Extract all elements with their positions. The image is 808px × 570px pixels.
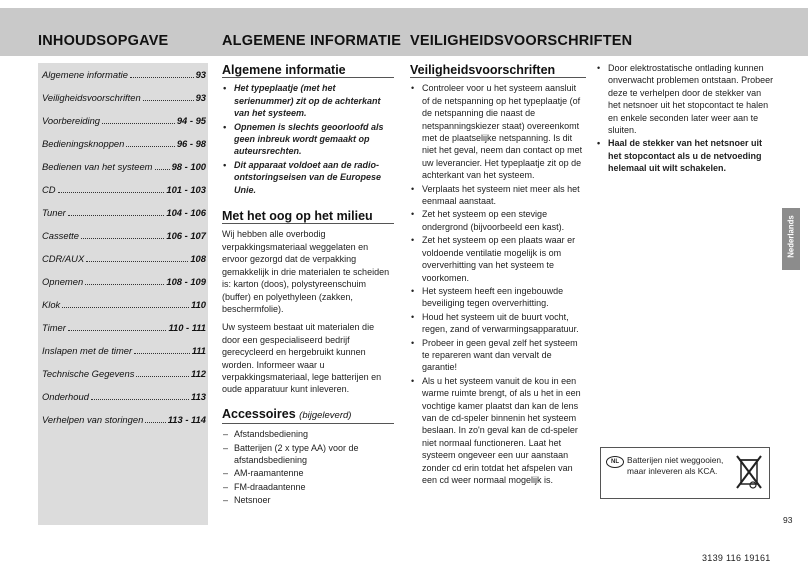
veiligheid-list xyxy=(410,82,586,486)
toc-item-page: 113 xyxy=(191,391,206,402)
list-item: • Controleer voor u het systeem aansluit of de netspanning op het typeplaatje (of de netspanning die naast de netspanningskiezer staat) overeenkomt met de plaatselijke netspanning. Is dit niet het geval, neem dan contact op met uw leverancier. Het typeplaatje zit op de achterkant van het systeem. xyxy=(410,82,586,181)
toc-item-title: Veiligheidsvoorschriften xyxy=(42,92,141,103)
toc-item-page: 94 - 95 xyxy=(176,115,206,126)
list-item: – AM-raamantenne xyxy=(222,467,394,479)
toc-item-title: Timer xyxy=(42,322,66,333)
toc-item-title: Klok xyxy=(42,299,61,310)
accessoires-title-text: Accessoires xyxy=(222,406,296,421)
toc-item-page: 98 - 100 xyxy=(171,161,206,172)
toc-item xyxy=(38,161,208,184)
toc-dots xyxy=(130,77,194,78)
crossed-bin-icon xyxy=(735,452,763,492)
toc-dots xyxy=(68,215,165,216)
list-item: • Houd het systeem uit de buurt vocht, regen, zand of verwarmingsapparatuur. xyxy=(410,311,586,336)
toc-item-page: 111 xyxy=(191,345,206,356)
toc-item-page: 113 - 114 xyxy=(167,414,206,425)
toc-item-page: 93 xyxy=(195,69,206,80)
veiligheid-title: Veiligheidsvoorschriften xyxy=(410,64,586,78)
toc-dots xyxy=(143,100,194,101)
list-item: – Afstandsbediening xyxy=(222,428,394,440)
language-tab xyxy=(782,208,800,270)
toc-item-title: Cassette xyxy=(42,230,79,241)
toc-item-title: Inslapen met de timer xyxy=(42,345,133,356)
toc-item-page: 104 - 106 xyxy=(166,207,206,218)
list-item: • Het systeem heeft een ingebouwde beveiliging tegen oververhitting. xyxy=(410,285,586,310)
toc-item xyxy=(38,368,208,391)
col-veiligheid xyxy=(410,64,586,487)
toc-item xyxy=(38,322,208,345)
list-item: – Netsnoer xyxy=(222,494,394,506)
list-item: • Probeer in geen geval zelf het systeem te repareren want dan vervalt de garantie! xyxy=(410,337,586,374)
toc-item-page: 108 xyxy=(190,253,206,264)
toc-dots xyxy=(155,169,170,170)
accessoires-subtitle: (bijgeleverd) xyxy=(299,409,352,421)
toc-item xyxy=(38,207,208,230)
battery-disposal-text: Batterijen niet weggooien, maar inleveren als KCA. xyxy=(627,455,724,476)
list-item: • Dit apparaat voldoet aan de radio-ontstoringseisen van de Europese Unie. xyxy=(222,159,394,196)
toc-dots xyxy=(62,307,189,308)
toc-item xyxy=(38,345,208,368)
algemeen-title: Algemene informatie xyxy=(222,64,394,78)
list-item: • Zet het systeem op een stevige ondergrond (bijvoorbeeld een kast). xyxy=(410,208,586,233)
toc-list xyxy=(38,63,208,437)
toc-item xyxy=(38,138,208,161)
toc-item-title: Technische Gegevens xyxy=(42,368,135,379)
list-item: • Haal de stekker van het netsnoer uit het stopcontact als u de netvoeding helemaal uit wilt schakelen. xyxy=(596,137,774,174)
accessoires-title xyxy=(222,408,394,424)
toc-dots xyxy=(58,192,165,193)
toc-item-page: 110 - 111 xyxy=(168,322,206,333)
algemeen-list xyxy=(222,82,394,196)
toc-item xyxy=(38,69,208,92)
nl-badge: NL xyxy=(606,456,624,468)
list-item: • Opnemen is slechts geoorloofd als geen inbreuk wordt gemaakt op auteursrechten. xyxy=(222,121,394,158)
list-item: • Als u het systeem vanuit de kou in een warme ruimte brengt, of als u het in een vochtige kamer plaatst dan kan de lens van de cd-speler binnenin het systeem beslaan. In zo'n geval kan de cd-speler niet normaal functioneren. Laat het systeem ongeveer een uur aanstaan zonder cd erin totdat het afspelen van een cd weer normaal mogelijk is. xyxy=(410,375,586,487)
toc-dots xyxy=(136,376,189,377)
toc-dots xyxy=(145,422,165,423)
toc-item-title: Algemene informatie xyxy=(42,69,128,80)
toc-item-title: Opnemen xyxy=(42,276,84,287)
header-veiligheid: VEILIGHEIDSVOORSCHRIFTEN xyxy=(410,33,633,49)
toc-item-title: Bedieningsknoppen xyxy=(42,138,125,149)
milieu-title: Met het oog op het milieu xyxy=(222,210,394,224)
milieu-paragraph-1: Wij hebben alle overbodig verpakkingsmateriaal weggelaten en ervoor gezorgd dat de verpakking gemakkelijk in drie materialen te scheiden is: karton (doos), polystyreenschuim (buffer) en polyethyleen (zakken, beschermfolie). xyxy=(222,229,390,314)
toc-item-page: 110 xyxy=(191,299,206,310)
battery-disposal-notice xyxy=(600,447,770,499)
toc-item xyxy=(38,299,208,322)
language-tab-label: Nederlands xyxy=(786,215,796,258)
toc-item xyxy=(38,92,208,115)
col-algemeen xyxy=(222,64,394,508)
toc-item-title: Voorbereiding xyxy=(42,115,101,126)
accessoires-list xyxy=(222,428,394,506)
toc-dots xyxy=(91,399,189,400)
toc-item xyxy=(38,115,208,138)
document-code: 3139 116 19161 xyxy=(702,553,771,563)
toc-item xyxy=(38,276,208,299)
toc-item xyxy=(38,184,208,207)
toc-item-title: CD xyxy=(42,184,56,195)
toc-item-page: 101 - 103 xyxy=(166,184,206,195)
list-item: • Verplaats het systeem niet meer als het eenmaal aanstaat. xyxy=(410,183,586,208)
toc-item-page: 93 xyxy=(195,92,206,103)
col-veiligheid-vervolg xyxy=(596,62,774,176)
toc-item-title: Bedienen van het systeem xyxy=(42,161,153,172)
toc-item xyxy=(38,253,208,276)
page-number: 93 xyxy=(783,515,793,525)
toc-item-title: Onderhoud xyxy=(42,391,89,402)
toc-item-page: 106 - 107 xyxy=(166,230,206,241)
list-item: – FM-draadantenne xyxy=(222,481,394,493)
toc-dots xyxy=(81,238,164,239)
header-algemene-informatie: ALGEMENE INFORMATIE xyxy=(222,33,402,49)
toc-dots xyxy=(68,330,167,331)
list-item: • Zet het systeem op een plaats waar er voldoende ventilatie mogelijk is om oververhitting van het systeem te voorkomen. xyxy=(410,234,586,284)
header-toc: INHOUDSOPGAVE xyxy=(38,33,169,49)
toc-item xyxy=(38,391,208,414)
toc-item-title: CDR/AUX xyxy=(42,253,85,264)
toc-item-page: 112 xyxy=(191,368,206,379)
toc-item-title: Verhelpen van storingen xyxy=(42,414,144,425)
toc-item-title: Tuner xyxy=(42,207,66,218)
milieu-paragraph-2: Uw systeem bestaat uit materialen die door een gespecialiseerd bedrijf gerecycleerd en hergebruikt kunnen worden. Informeer waar u verpakkingsmateriaal, lege batterijen en oude apparatuur kunt inleveren. xyxy=(222,322,382,395)
toc-item-page: 108 - 109 xyxy=(166,276,206,287)
toc-panel xyxy=(38,63,208,525)
toc-dots xyxy=(102,123,175,124)
toc-item xyxy=(38,230,208,253)
toc-item-page: 96 - 98 xyxy=(176,138,206,149)
toc-dots xyxy=(85,284,164,285)
toc-dots xyxy=(134,353,190,354)
list-item: – Batterijen (2 x type AA) voor de afstandsbediening xyxy=(222,442,394,467)
toc-dots xyxy=(126,146,174,147)
list-item: • Het typeplaatje (met het serienummer) zit op de achterkant van het systeem. xyxy=(222,82,394,119)
list-item: • Door elektrostatische ontlading kunnen onverwacht problemen ontstaan. Probeer deze te verhelpen door de stekker van het netsnoer uit het stopcontact te halen en enkele seconden later weer aan te sluiten. xyxy=(596,62,774,136)
veiligheid-list-vervolg xyxy=(596,62,774,175)
toc-item xyxy=(38,414,208,437)
toc-dots xyxy=(86,261,188,262)
